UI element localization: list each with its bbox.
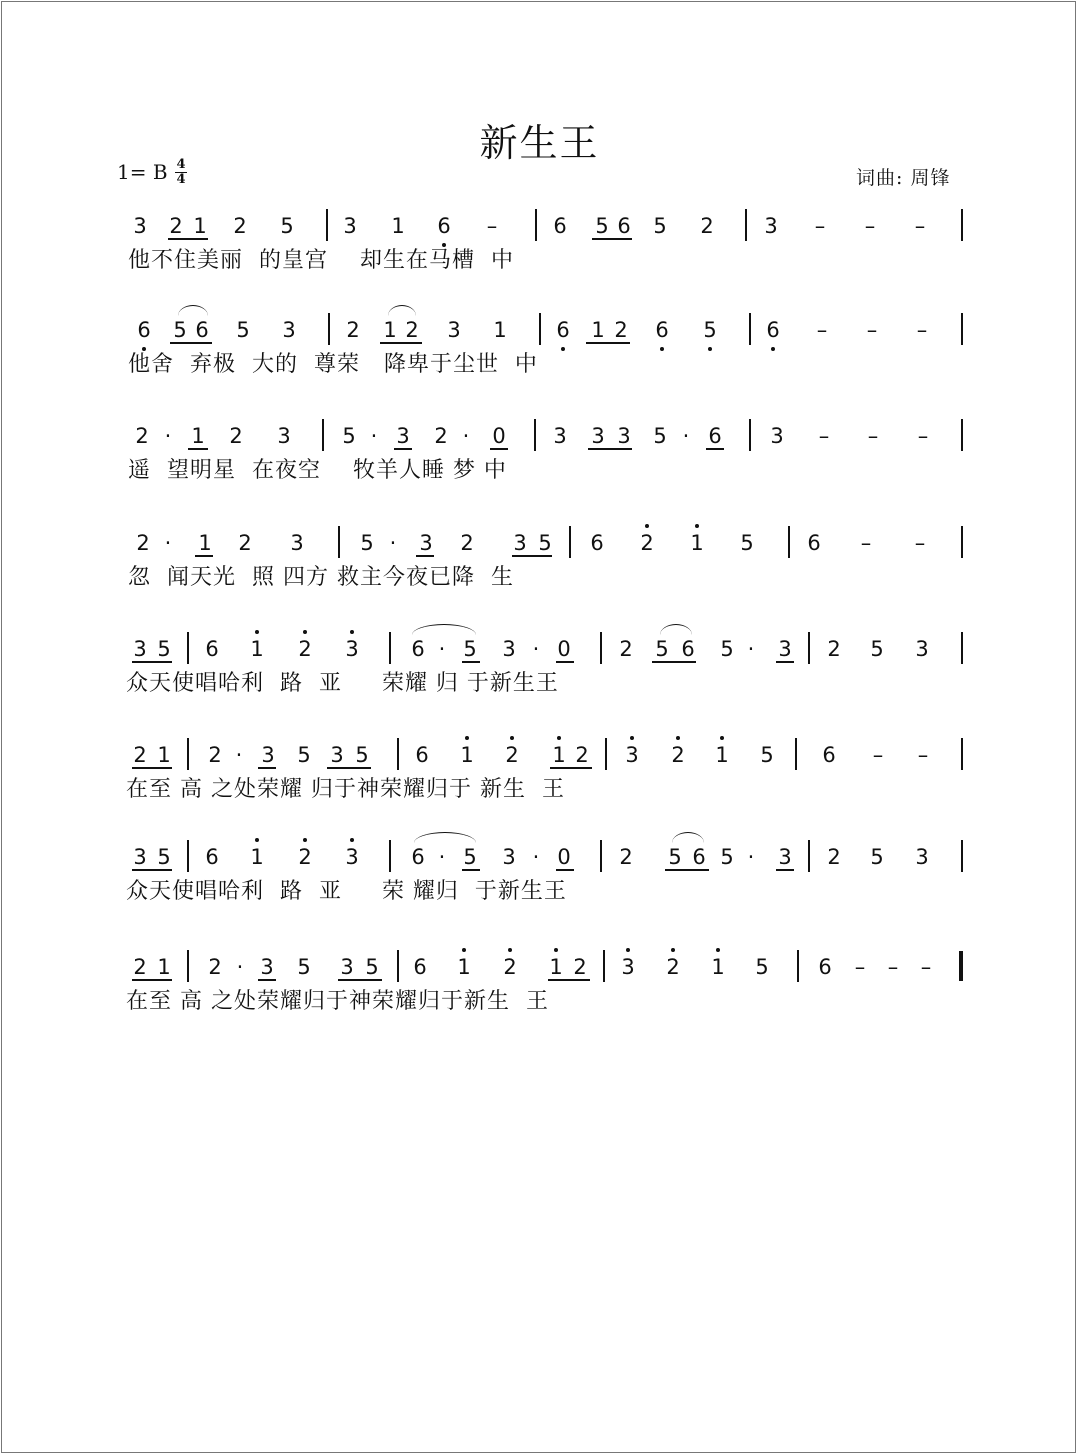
octave-dot-high [510, 736, 514, 740]
note: 2 [827, 637, 841, 661]
note: 5 [297, 955, 311, 979]
octave-dot-high [255, 630, 259, 634]
lyric-line: 他不住美丽 的皇宫 却生在马槽 中 [128, 248, 514, 273]
note: 6 [437, 214, 451, 238]
note: 3 [764, 214, 778, 238]
dash-note: – [864, 214, 876, 238]
note: 6 [807, 531, 821, 555]
barline [397, 738, 399, 770]
note: 3 [133, 214, 147, 238]
note: 1 [591, 318, 605, 342]
note: 2 [575, 743, 589, 767]
beam-underline [258, 767, 276, 769]
barline [961, 840, 963, 872]
octave-dot-high [462, 948, 466, 952]
note: 6 [415, 743, 429, 767]
note: 6 [617, 214, 631, 238]
note: 1 [193, 214, 207, 238]
note: 5 [365, 955, 379, 979]
note: 5 [760, 743, 774, 767]
barline [749, 419, 751, 451]
note: 1 [460, 743, 474, 767]
dash-note: – [914, 214, 926, 238]
note: 3 [290, 531, 304, 555]
note: 6 [766, 318, 780, 342]
note: 2 [619, 845, 633, 869]
note: 6 [681, 637, 695, 661]
note: 3 [330, 743, 344, 767]
beam-underline [132, 767, 172, 769]
note: 2 [460, 531, 474, 555]
barline [338, 526, 340, 558]
lyric-line: 他舍 弃极 大的 尊荣 降卑于尘世 中 [128, 352, 538, 377]
note: 6 [205, 637, 219, 661]
beam-underline [490, 448, 508, 450]
note: 3 [621, 955, 635, 979]
dash-note: – [867, 424, 879, 448]
beam-underline [586, 342, 630, 344]
octave-dot-high [255, 838, 259, 842]
note: 2 [827, 845, 841, 869]
barline [397, 950, 399, 982]
note: 2 [229, 424, 243, 448]
augmentation-dot: · [462, 424, 470, 448]
note: 2 [505, 743, 519, 767]
note: 3 [261, 743, 275, 767]
barline [389, 632, 391, 664]
dash-note: – [914, 531, 926, 555]
dash-note: – [486, 214, 498, 238]
note: 5 [653, 424, 667, 448]
note: 5 [342, 424, 356, 448]
note: 6 [411, 637, 425, 661]
note: 3 [260, 955, 274, 979]
lyric-line: 遥 望明星 在夜空 牧羊人睡 梦 中 [128, 458, 507, 483]
beam-underline [706, 448, 724, 450]
note: 3 [345, 845, 359, 869]
augmentation-dot: · [438, 637, 446, 661]
barline [534, 419, 536, 451]
octave-dot-high [695, 524, 699, 528]
note: 5 [755, 955, 769, 979]
barline [322, 419, 324, 451]
note: 1 [711, 955, 725, 979]
note: 5 [173, 318, 187, 342]
note: 5 [720, 845, 734, 869]
note: 6 [655, 318, 669, 342]
beam-underline [548, 979, 590, 981]
note: 3 [133, 845, 147, 869]
note: 3 [915, 845, 929, 869]
note: 1 [383, 318, 397, 342]
note: 3 [513, 531, 527, 555]
note: 5 [463, 637, 477, 661]
barline [808, 840, 810, 872]
octave-dot-high [465, 736, 469, 740]
octave-dot-high [554, 948, 558, 952]
note: 5 [297, 743, 311, 767]
augmentation-dot: · [164, 531, 172, 555]
note: 5 [360, 531, 374, 555]
note: 2 [700, 214, 714, 238]
octave-dot-low [442, 243, 446, 247]
note: 6 [708, 424, 722, 448]
beam-underline [170, 342, 212, 344]
barline [328, 313, 330, 345]
beam-underline [195, 555, 213, 557]
final-barline [959, 951, 963, 981]
note: 5 [463, 845, 477, 869]
note: 2 [346, 318, 360, 342]
octave-dot-high [630, 736, 634, 740]
time-signature-top: 4 [176, 157, 186, 172]
barline [961, 526, 963, 558]
beam-underline [665, 869, 709, 871]
note: 2 [503, 955, 517, 979]
note: 5 [668, 845, 682, 869]
note: 3 [343, 214, 357, 238]
barline [795, 738, 797, 770]
octave-dot-low [660, 347, 664, 351]
note: 3 [282, 318, 296, 342]
beam-underline [327, 767, 371, 769]
barline [603, 950, 605, 982]
barline [788, 526, 790, 558]
note: 3 [778, 845, 792, 869]
note: 6 [822, 743, 836, 767]
note: 0 [557, 845, 571, 869]
note: 3 [553, 424, 567, 448]
barline [539, 313, 541, 345]
lyric-line: 众天使唱哈利 路 亚 荣 耀归 于新生王 [126, 879, 567, 904]
note: 5 [595, 214, 609, 238]
note: 2 [133, 955, 147, 979]
barline [961, 419, 963, 451]
dash-note: – [814, 214, 826, 238]
note: 5 [538, 531, 552, 555]
augmentation-dot: · [370, 424, 378, 448]
note: 5 [720, 637, 734, 661]
note: 6 [205, 845, 219, 869]
augmentation-dot: · [532, 637, 540, 661]
note: 2 [671, 743, 685, 767]
note: 1 [493, 318, 507, 342]
note: 5 [157, 637, 171, 661]
note: 1 [549, 955, 563, 979]
note: 5 [870, 637, 884, 661]
barline [569, 526, 571, 558]
barline [797, 950, 799, 982]
note: 1 [250, 845, 264, 869]
note: 5 [655, 637, 669, 661]
note: 6 [413, 955, 427, 979]
note: 1 [457, 955, 471, 979]
lyric-line: 在至 高 之处荣耀归于神荣耀归于新生 王 [126, 989, 549, 1014]
octave-dot-high [645, 524, 649, 528]
barline [961, 738, 963, 770]
augmentation-dot: · [532, 845, 540, 869]
barline [605, 738, 607, 770]
barline [745, 209, 747, 241]
note: 2 [640, 531, 654, 555]
note: 5 [740, 531, 754, 555]
augmentation-dot: · [236, 955, 244, 979]
beam-underline [776, 869, 794, 871]
note: 3 [340, 955, 354, 979]
note: 1 [191, 424, 205, 448]
note: 2 [614, 318, 628, 342]
barline [808, 632, 810, 664]
octave-dot-high [303, 630, 307, 634]
beam-underline [776, 661, 794, 663]
augmentation-dot: · [235, 743, 243, 767]
augmentation-dot: · [747, 637, 755, 661]
note: 3 [396, 424, 410, 448]
note: 3 [133, 637, 147, 661]
octave-dot-high [508, 948, 512, 952]
note: 6 [137, 318, 151, 342]
dash-note: – [917, 424, 929, 448]
note: 1 [157, 743, 171, 767]
note: 3 [591, 424, 605, 448]
note: 2 [233, 214, 247, 238]
augmentation-dot: · [682, 424, 690, 448]
note: 6 [411, 845, 425, 869]
barline [389, 840, 391, 872]
beam-underline [592, 238, 632, 240]
note: 2 [136, 531, 150, 555]
note: 3 [770, 424, 784, 448]
note: 6 [195, 318, 209, 342]
note: 2 [208, 743, 222, 767]
barline [600, 840, 602, 872]
note: 3 [277, 424, 291, 448]
beam-underline [132, 979, 172, 981]
dash-note: – [816, 318, 828, 342]
lyric-line: 忽 闻天光 照 四方 救主今夜已降 生 [128, 565, 514, 590]
barline [961, 209, 963, 241]
octave-dot-high [626, 948, 630, 952]
dash-note: – [818, 424, 830, 448]
note: 1 [391, 214, 405, 238]
note: 3 [502, 637, 516, 661]
augmentation-dot: · [389, 531, 397, 555]
note: 3 [419, 531, 433, 555]
octave-dot-high [350, 838, 354, 842]
note: 3 [502, 845, 516, 869]
dash-note: – [860, 531, 872, 555]
song-title: 新生王 [479, 121, 600, 165]
composer-credit: 词曲: 周锋 [856, 167, 951, 189]
note: 2 [405, 318, 419, 342]
octave-dot-high [557, 736, 561, 740]
note: 5 [653, 214, 667, 238]
note: 2 [135, 424, 149, 448]
barline [600, 632, 602, 664]
barline [187, 738, 189, 770]
octave-dot-low [561, 347, 565, 351]
note: 3 [345, 637, 359, 661]
note: 1 [552, 743, 566, 767]
barline [187, 950, 189, 982]
barline [961, 632, 963, 664]
note: 2 [619, 637, 633, 661]
beam-underline [258, 979, 276, 981]
note: 3 [625, 743, 639, 767]
octave-dot-high [303, 838, 307, 842]
time-signature-bottom: 4 [176, 172, 186, 187]
note: 5 [280, 214, 294, 238]
beam-underline [380, 342, 422, 344]
octave-dot-high [350, 630, 354, 634]
note: 2 [238, 531, 252, 555]
lyric-line: 在至 高 之处荣耀 归于神荣耀归于 新生 王 [126, 777, 565, 802]
note: 1 [198, 531, 212, 555]
beam-underline [168, 238, 208, 240]
note: 6 [553, 214, 567, 238]
note: 2 [573, 955, 587, 979]
beam-underline [416, 555, 434, 557]
note: 5 [870, 845, 884, 869]
barline [749, 313, 751, 345]
dash-note: – [887, 955, 899, 979]
note: 3 [447, 318, 461, 342]
note: 5 [703, 318, 717, 342]
octave-dot-low [142, 347, 146, 351]
beam-underline [652, 661, 696, 663]
note: 1 [250, 637, 264, 661]
note: 1 [690, 531, 704, 555]
dash-note: – [920, 955, 932, 979]
beam-underline [556, 661, 574, 663]
note: 2 [133, 743, 147, 767]
octave-dot-low [708, 347, 712, 351]
octave-dot-low [771, 347, 775, 351]
time-signature [174, 158, 188, 187]
dash-note: – [917, 743, 929, 767]
dash-note: – [866, 318, 878, 342]
note: 3 [617, 424, 631, 448]
barline [961, 313, 963, 345]
beam-underline [462, 661, 480, 663]
octave-dot-high [716, 948, 720, 952]
octave-dot-high [671, 948, 675, 952]
note: 2 [169, 214, 183, 238]
dash-note: – [916, 318, 928, 342]
beam-underline [394, 448, 412, 450]
note: 3 [778, 637, 792, 661]
octave-dot-high [720, 736, 724, 740]
beam-underline [550, 767, 592, 769]
barline [326, 209, 328, 241]
note: 2 [298, 637, 312, 661]
note: 6 [692, 845, 706, 869]
note: 6 [818, 955, 832, 979]
octave-dot-high [676, 736, 680, 740]
note: 3 [915, 637, 929, 661]
note: 6 [556, 318, 570, 342]
barline [187, 840, 189, 872]
note: 2 [666, 955, 680, 979]
beam-underline [588, 448, 632, 450]
note: 2 [434, 424, 448, 448]
note: 1 [715, 743, 729, 767]
note: 2 [208, 955, 222, 979]
beam-underline [338, 979, 382, 981]
beam-underline [556, 869, 574, 871]
barline [535, 209, 537, 241]
beam-underline [512, 555, 552, 557]
note: 5 [157, 845, 171, 869]
beam-underline [132, 661, 172, 663]
beam-underline [462, 869, 480, 871]
note: 6 [590, 531, 604, 555]
beam-underline [132, 869, 172, 871]
key-signature: 1= B [117, 160, 168, 184]
note: 2 [298, 845, 312, 869]
note: 0 [557, 637, 571, 661]
note: 5 [236, 318, 250, 342]
dash-note: – [872, 743, 884, 767]
lyric-line: 众天使唱哈利 路 亚 荣耀 归 于新生王 [126, 671, 559, 696]
note: 5 [355, 743, 369, 767]
barline [187, 632, 189, 664]
augmentation-dot: · [164, 424, 172, 448]
augmentation-dot: · [438, 845, 446, 869]
augmentation-dot: · [747, 845, 755, 869]
dash-note: – [854, 955, 866, 979]
note: 0 [492, 424, 506, 448]
note: 1 [157, 955, 171, 979]
beam-underline [188, 448, 208, 450]
